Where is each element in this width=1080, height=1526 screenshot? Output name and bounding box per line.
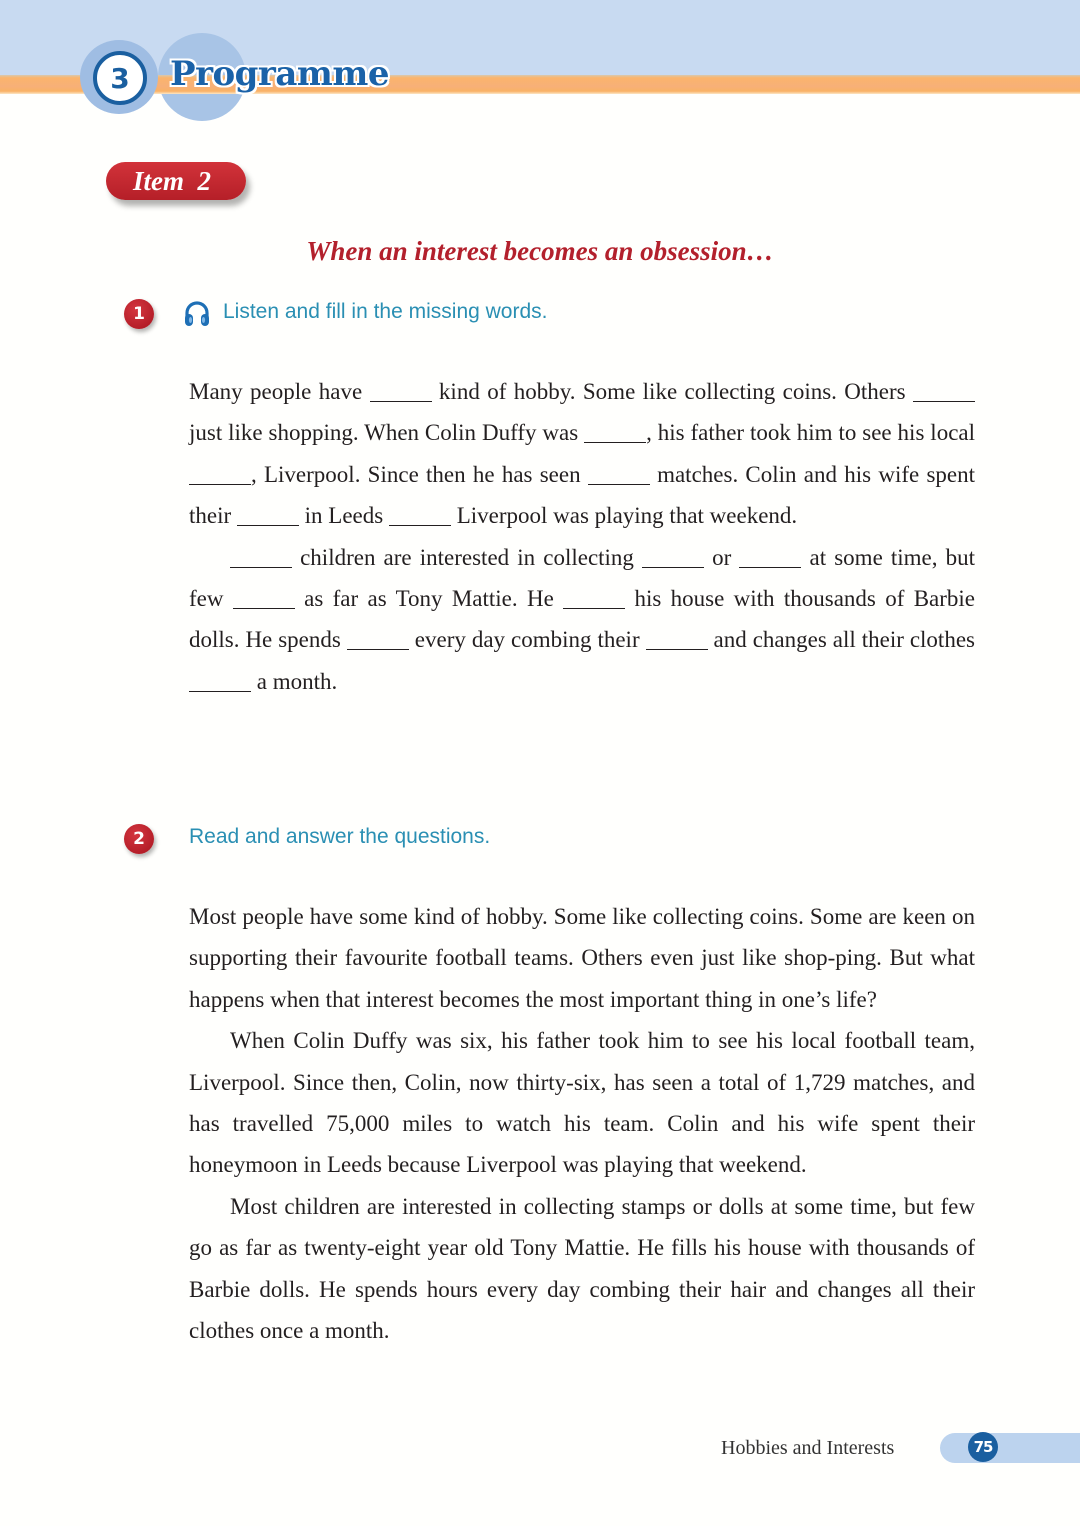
header-stripe <box>0 75 1080 94</box>
reading-paragraph: When Colin Duffy was six, his father took him to see his local football team, Liverpool. Since then, Colin, now thirty-six, has seen a total of 1,729 matches, and has travelled 75,000 miles to watch his team. Colin and his wife spent their honeymoon in Leeds because Liverpool was playing that weekend. <box>189 1028 975 1178</box>
item-label: Item 2 <box>133 165 211 196</box>
fill-in-passage <box>189 371 975 702</box>
passage-text: a month. <box>251 668 338 694</box>
passage-text: his house with thousands of Barbie dolls. He spends <box>189 586 975 653</box>
passage-text: and changes all their clothes <box>707 627 975 653</box>
passage-text: , his father took him to see his local <box>646 420 975 446</box>
blank-field[interactable] <box>584 420 646 443</box>
blank-field[interactable] <box>370 379 432 402</box>
blank-field[interactable] <box>642 545 704 568</box>
unit-number-badge: 3 <box>93 51 147 105</box>
item-label-pill <box>106 162 246 200</box>
exercise-number-badge: 1 <box>124 299 154 329</box>
blank-field[interactable] <box>588 462 650 485</box>
headphones-icon <box>183 300 211 328</box>
blank-field[interactable] <box>189 462 251 485</box>
exercise-number-badge: 2 <box>124 824 154 854</box>
passage-text: , Liverpool. Since then he has seen <box>251 461 588 487</box>
fill-in-paragraph-1 <box>189 371 975 537</box>
reading-paragraph: Most children are interested in collecting stamps or dolls at some time, but few go as far as twenty-eight year old Tony Mattie. He fills his house with thousands of Barbie dolls. He spends hours every day combing their hair and changes all their clothes once a month. <box>189 1193 975 1344</box>
blank-field[interactable] <box>563 586 625 609</box>
blank-field[interactable] <box>237 503 299 526</box>
exercise-instruction: Listen and fill in the missing words. <box>223 300 548 323</box>
reading-passage <box>189 896 975 1351</box>
passage-text: or <box>704 544 740 570</box>
exercise-instruction: Read and answer the questions. <box>189 825 491 848</box>
chapter-label: Hobbies and Interests <box>721 1437 895 1459</box>
blank-field[interactable] <box>230 545 292 568</box>
fill-in-paragraph-2 <box>189 537 975 703</box>
blank-field[interactable] <box>189 669 251 692</box>
blank-field[interactable] <box>646 627 708 650</box>
lesson-title: When an interest becomes an obsession… <box>306 236 774 266</box>
passage-text: Liverpool was playing that weekend. <box>450 503 798 529</box>
blank-field[interactable] <box>389 503 451 526</box>
passage-text: every day combing their <box>408 627 646 653</box>
passage-text: kind of hobby. Some like collecting coins. Others <box>431 379 913 404</box>
passage-text: at some time, but few <box>189 544 976 612</box>
passage-text: just like shopping. When Colin Duffy was <box>189 420 585 446</box>
passage-text: matches. Colin and his wife spent their <box>189 461 975 529</box>
blank-field[interactable] <box>913 379 975 402</box>
page-number: 75 <box>968 1432 998 1462</box>
blank-field[interactable] <box>739 545 801 568</box>
passage-text: as far as Tony Mattie. He <box>294 586 564 612</box>
blank-field[interactable] <box>233 586 295 609</box>
blank-field[interactable] <box>347 627 409 650</box>
passage-text: in Leeds <box>298 503 389 529</box>
passage-text: children are interested in collecting <box>292 544 643 570</box>
section-title: Programme <box>170 54 389 94</box>
footer-bar <box>940 1433 1080 1463</box>
reading-paragraph: Most people have some kind of hobby. Some like collecting coins. Some are keen on supporting their favourite football teams. Others even just like shop-ping. But what happens when that interest becomes the most important thing in one’s life? <box>189 904 975 1012</box>
passage-text: Many people have <box>189 379 370 404</box>
